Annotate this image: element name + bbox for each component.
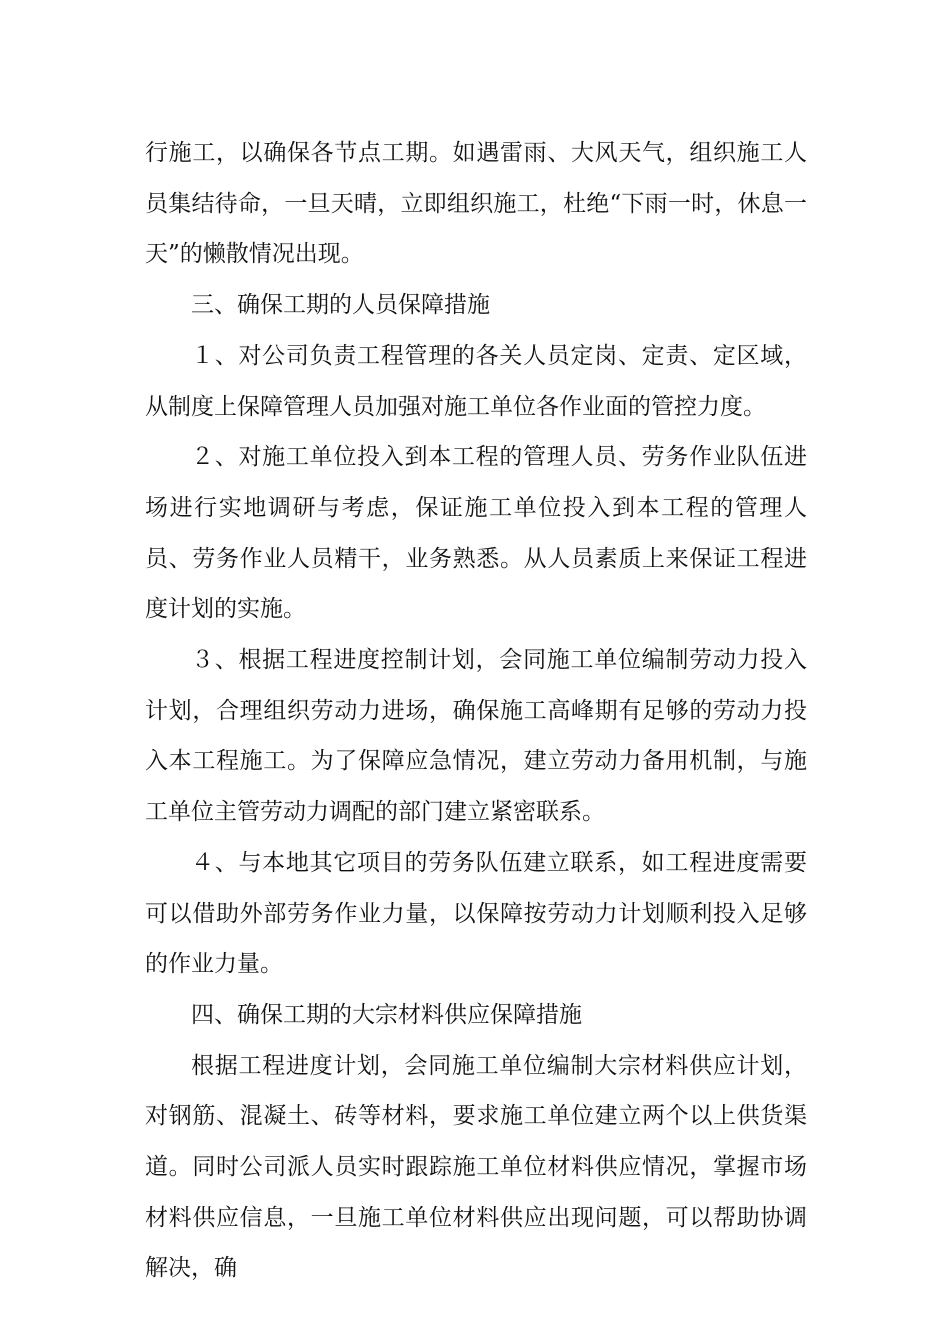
paragraph-materials: 根据工程进度计划，会同施工单位编制大宗材料供应计划，对钢筋、混凝土、砖等材料，要求施工单位建立两个以上供货渠道。同时公司派人员实时跟踪施工单位材料供应情况，掌握市场材料供应信息，一旦施工单位材料供应出现问题，可以帮助协调解决，确 [145,1052,807,1282]
section-heading-materials: 四、确保工期的大宗材料供应保障措施 [191,1001,582,1028]
paragraph-item-1: １、对公司负责工程管理的各关人员定岗、定责、定区域，从制度上保障管理人员加强对施工单位各作业面的管控力度。 [145,342,807,420]
paragraph-item-2: ２、对施工单位投入到本工程的管理人员、劳务作业队伍进场进行实地调研与考虑，保证施工单位投入到本工程的管理人员、劳务作业人员精干，业务熟悉。从人员素质上来保证工程进度计划的实施。 [145,444,807,623]
paragraph-continuation: 行施工，以确保各节点工期。如遇雷雨、大风天气，组织施工人员集结待命，一旦天晴，立即组织施工，杜绝“下雨一时，休息一天”的懒散情况出现。 [145,140,807,268]
section-heading-personnel: 三、确保工期的人员保障措施 [191,292,490,319]
paragraph-item-4: ４、与本地其它项目的劳务队伍建立联系，如工程进度需要可以借助外部劳务作业力量，以保障按劳动力计划顺利投入足够的作业力量。 [145,849,807,978]
document-page [145,128,807,1294]
paragraph-item-3: ３、根据工程进度控制计划，会同施工单位编制劳动力投入计划，合理组织劳动力进场，确保施工高峰期有足够的劳动力投入本工程施工。为了保障应急情况，建立劳动力备用机制，与施工单位主管劳动力调配的部门建立紧密联系。 [145,647,807,826]
